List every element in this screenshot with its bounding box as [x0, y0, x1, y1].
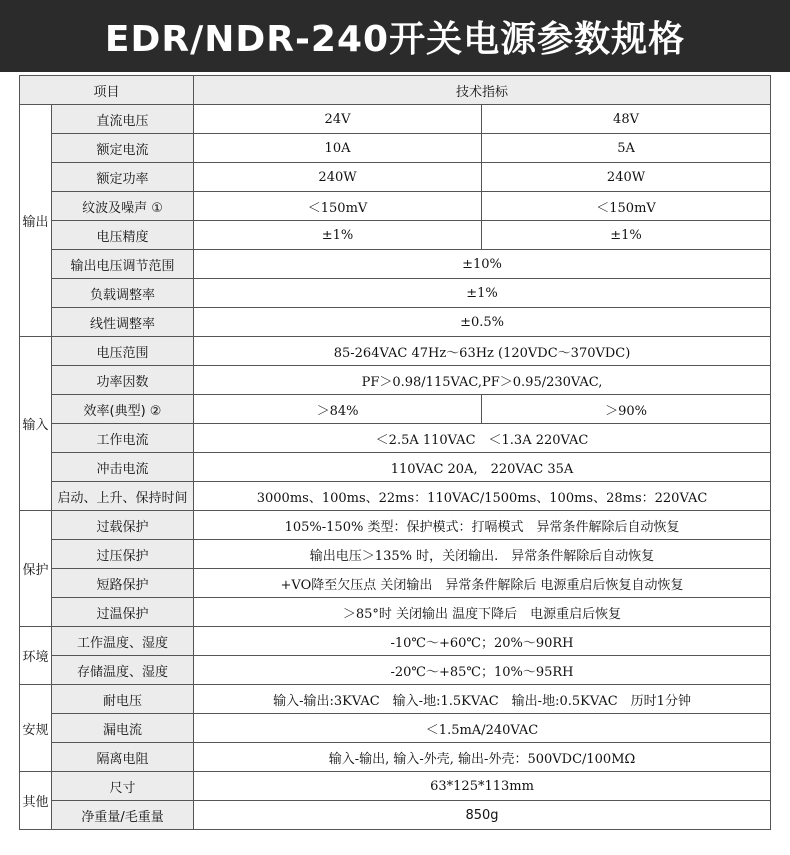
row-label: 冲击电流	[52, 453, 194, 482]
group-other: 其他	[20, 772, 52, 830]
table-row	[20, 714, 771, 743]
group-output: 输出	[20, 105, 52, 337]
row-label: 额定功率	[52, 163, 194, 192]
row-label: 存储温度、湿度	[52, 656, 194, 685]
row-label: 功率因数	[52, 366, 194, 395]
table-row	[20, 627, 771, 656]
header-spec: 技术指标	[194, 76, 771, 105]
cell-value: 输出电压＞135% 时，关闭输出. 异常条件解除后自动恢复	[194, 540, 771, 569]
row-label: 隔离电阻	[52, 743, 194, 772]
table-row	[20, 656, 771, 685]
cell-value: ＞84%	[194, 395, 482, 424]
row-label: 输出电压调节范围	[52, 250, 194, 279]
table-row	[20, 250, 771, 279]
group-protection: 保护	[20, 511, 52, 627]
table-row	[20, 221, 771, 250]
cell-value: ＞90%	[482, 395, 771, 424]
row-label: 启动、上升、保持时间	[52, 482, 194, 511]
table-row	[20, 743, 771, 772]
spec-table	[19, 75, 771, 830]
table-row	[20, 685, 771, 714]
cell-value: PF＞0.98/115VAC,PF＞0.95/230VAC,	[194, 366, 771, 395]
cell-value: -20℃～+85℃；10%～95RH	[194, 656, 771, 685]
table-row	[20, 337, 771, 366]
cell-value: ±1%	[194, 279, 771, 308]
cell-value: ±1%	[194, 221, 482, 250]
cell-value: ＞85°时 关闭输出 温度下降后 电源重启后恢复	[194, 598, 771, 627]
row-label: 尺寸	[52, 772, 194, 801]
row-label: 短路保护	[52, 569, 194, 598]
row-label: 漏电流	[52, 714, 194, 743]
table-row	[20, 308, 771, 337]
cell-value: ＜1.5mA/240VAC	[194, 714, 771, 743]
table-row	[20, 482, 771, 511]
cell-value: ±0.5%	[194, 308, 771, 337]
cell-value: ＜150mV	[482, 192, 771, 221]
cell-value: ＜2.5A 110VAC ＜1.3A 220VAC	[194, 424, 771, 453]
table-row	[20, 540, 771, 569]
row-label: 纹波及噪声 ①	[52, 192, 194, 221]
row-label: 线性调整率	[52, 308, 194, 337]
cell-value: ±10%	[194, 250, 771, 279]
cell-value: -10℃～+60℃；20%～90RH	[194, 627, 771, 656]
table-row	[20, 366, 771, 395]
cell-value: ＜150mV	[194, 192, 482, 221]
cell-value: +VO降至欠压点 关闭输出 异常条件解除后 电源重启后恢复自动恢复	[194, 569, 771, 598]
page-title: EDR/NDR-240开关电源参数规格	[0, 0, 790, 72]
cell-value: 3000ms、100ms、22ms：110VAC/1500ms、100ms、28ms：220VAC	[194, 482, 771, 511]
table-row	[20, 163, 771, 192]
row-label: 过温保护	[52, 598, 194, 627]
cell-value: 输入-输出, 输入-外壳, 输出-外壳：500VDC/100MΩ	[194, 743, 771, 772]
row-label: 工作温度、湿度	[52, 627, 194, 656]
cell-value: 85-264VAC 47Hz～63Hz (120VDC～370VDC)	[194, 337, 771, 366]
cell-value: 24V	[194, 105, 482, 134]
row-label: 直流电压	[52, 105, 194, 134]
cell-value: 105%-150% 类型：保护模式：打嗝模式 异常条件解除后自动恢复	[194, 511, 771, 540]
cell-value: 5A	[482, 134, 771, 163]
table-row	[20, 395, 771, 424]
row-label: 额定电流	[52, 134, 194, 163]
row-label: 过压保护	[52, 540, 194, 569]
table-row	[20, 511, 771, 540]
row-label: 电压精度	[52, 221, 194, 250]
row-label: 效率(典型) ②	[52, 395, 194, 424]
row-label: 净重量/毛重量	[52, 801, 194, 830]
table-row	[20, 801, 771, 830]
table-row	[20, 279, 771, 308]
table-row	[20, 134, 771, 163]
cell-value: ±1%	[482, 221, 771, 250]
group-safety: 安规	[20, 685, 52, 772]
cell-value: 850g	[194, 801, 771, 830]
header-item: 项目	[20, 76, 194, 105]
cell-value: 240W	[482, 163, 771, 192]
table-row	[20, 772, 771, 801]
row-label: 耐电压	[52, 685, 194, 714]
cell-value: 240W	[194, 163, 482, 192]
table-row	[20, 192, 771, 221]
group-input: 输入	[20, 337, 52, 511]
table-header-row	[20, 76, 771, 105]
table-row	[20, 453, 771, 482]
table-row	[20, 598, 771, 627]
cell-value: 输入-输出:3KVAC 输入-地:1.5KVAC 输出-地:0.5KVAC 历时1分钟	[194, 685, 771, 714]
row-label: 负载调整率	[52, 279, 194, 308]
cell-value: 48V	[482, 105, 771, 134]
cell-value: 63*125*113mm	[194, 772, 771, 801]
row-label: 过载保护	[52, 511, 194, 540]
table-row	[20, 424, 771, 453]
row-label: 工作电流	[52, 424, 194, 453]
cell-value: 10A	[194, 134, 482, 163]
table-row	[20, 105, 771, 134]
row-label: 电压范围	[52, 337, 194, 366]
group-environment: 环境	[20, 627, 52, 685]
cell-value: 110VAC 20A, 220VAC 35A	[194, 453, 771, 482]
table-row	[20, 569, 771, 598]
